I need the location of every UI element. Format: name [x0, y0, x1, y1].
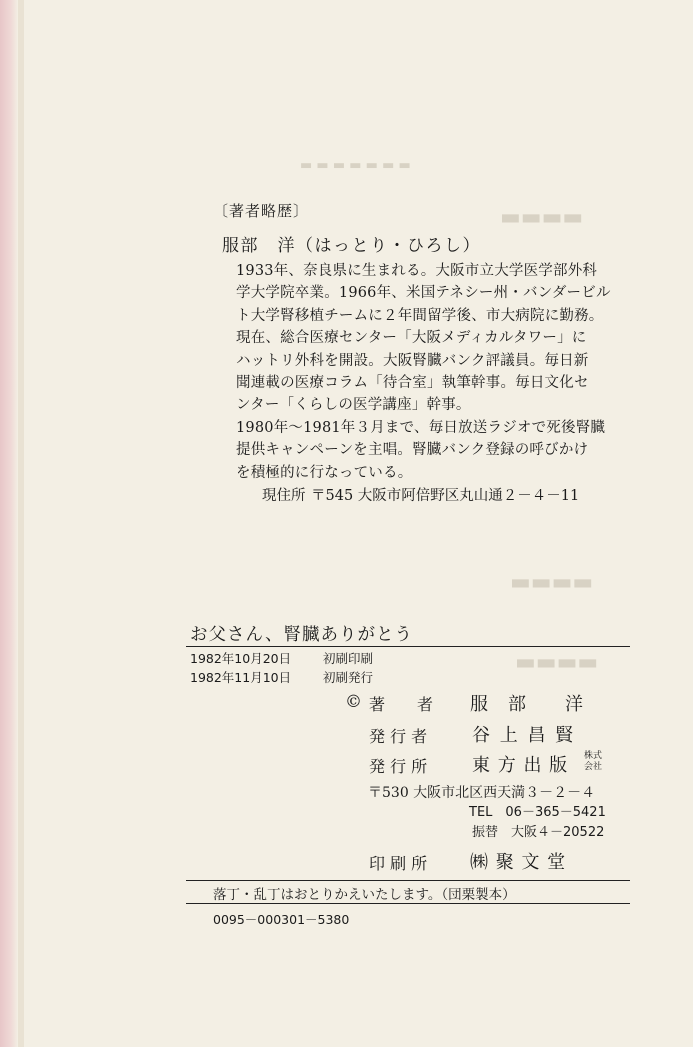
bio-line: 提供キャンペーンを主唱。腎臓バンク登録の呼びかけ	[236, 442, 589, 459]
bio-line: ト大学腎移植チームに２年間留学後、市大病院に勤務。	[236, 307, 604, 324]
page-edge	[0, 0, 18, 1047]
bio-line: 聞連載の医療コラム「待合室」執筆幹事。毎日文化セ	[236, 375, 589, 392]
page-gutter-shadow	[18, 0, 24, 1047]
publisher-name: 東 方 出 版	[472, 755, 569, 776]
printer-name: ㈱ 聚 文 堂	[470, 852, 567, 873]
publish-date: 1982年11月10日	[190, 670, 292, 685]
publisher-furikae: 振替 大阪４－20522	[472, 825, 605, 840]
publisher-address: 〒530 大阪市北区西天満３－２－４	[368, 785, 596, 801]
bio-line: 1933年、奈良県に生まれる。大阪市立大学医学部外科	[236, 263, 598, 279]
footer-rule-bottom	[186, 903, 630, 904]
publisher-tel: TEL 06－365－5421	[469, 805, 606, 820]
copyright-mark: ©	[345, 692, 362, 712]
bio-line: ンター「くらしの医学講座」幹事。	[236, 397, 471, 414]
publisher-label: 発 行 所	[369, 757, 428, 776]
current-address: 〒545 大阪市阿倍野区丸山通２－４－11	[311, 488, 580, 504]
publish-date-label: 初刷発行	[323, 670, 374, 685]
author-bio	[236, 260, 616, 484]
kabushiki-mark-top: 株式	[584, 751, 603, 761]
print-date: 1982年10月20日	[190, 651, 292, 666]
colophon-author-name: 服 部 洋	[470, 694, 584, 715]
publisher-person: 谷 上 昌 賢	[472, 725, 576, 746]
address-label: 現住所	[262, 488, 306, 504]
author-heading: 〔著者略歴〕	[213, 202, 310, 220]
bio-line: ハットリ外科を開設。大阪腎臓バンク評議員。毎日新	[236, 352, 589, 369]
author-label: 著 者	[369, 695, 434, 714]
book-code: 0095－000301－5380	[213, 912, 350, 927]
title-rule	[186, 646, 630, 647]
printer-label: 印 刷 所	[369, 854, 428, 873]
kabushiki-mark-bottom: 会社	[584, 762, 603, 772]
replacement-notice: 落丁・乱丁はおとりかえいたします。（団栗製本）	[213, 887, 516, 903]
bio-line: 1980年〜1981年３月まで、毎日放送ラジオで死後腎臓	[236, 419, 606, 436]
print-date-label: 初刷印刷	[323, 651, 374, 666]
bio-line: 現在、総合医療センター「大阪メディカルタワー」に	[236, 330, 587, 347]
book-title: お父さん、腎臓ありがとう	[190, 625, 414, 645]
author-name: 服部 洋（はっとり・ひろし）	[222, 236, 481, 256]
footer-rule-top	[186, 880, 630, 881]
bio-line: 学大学院卒業。1966年、米国テネシー州・バンダービル	[236, 285, 611, 302]
bio-line: を積極的に行なっている。	[236, 464, 413, 481]
publisher-person-label: 発 行 者	[369, 727, 428, 746]
